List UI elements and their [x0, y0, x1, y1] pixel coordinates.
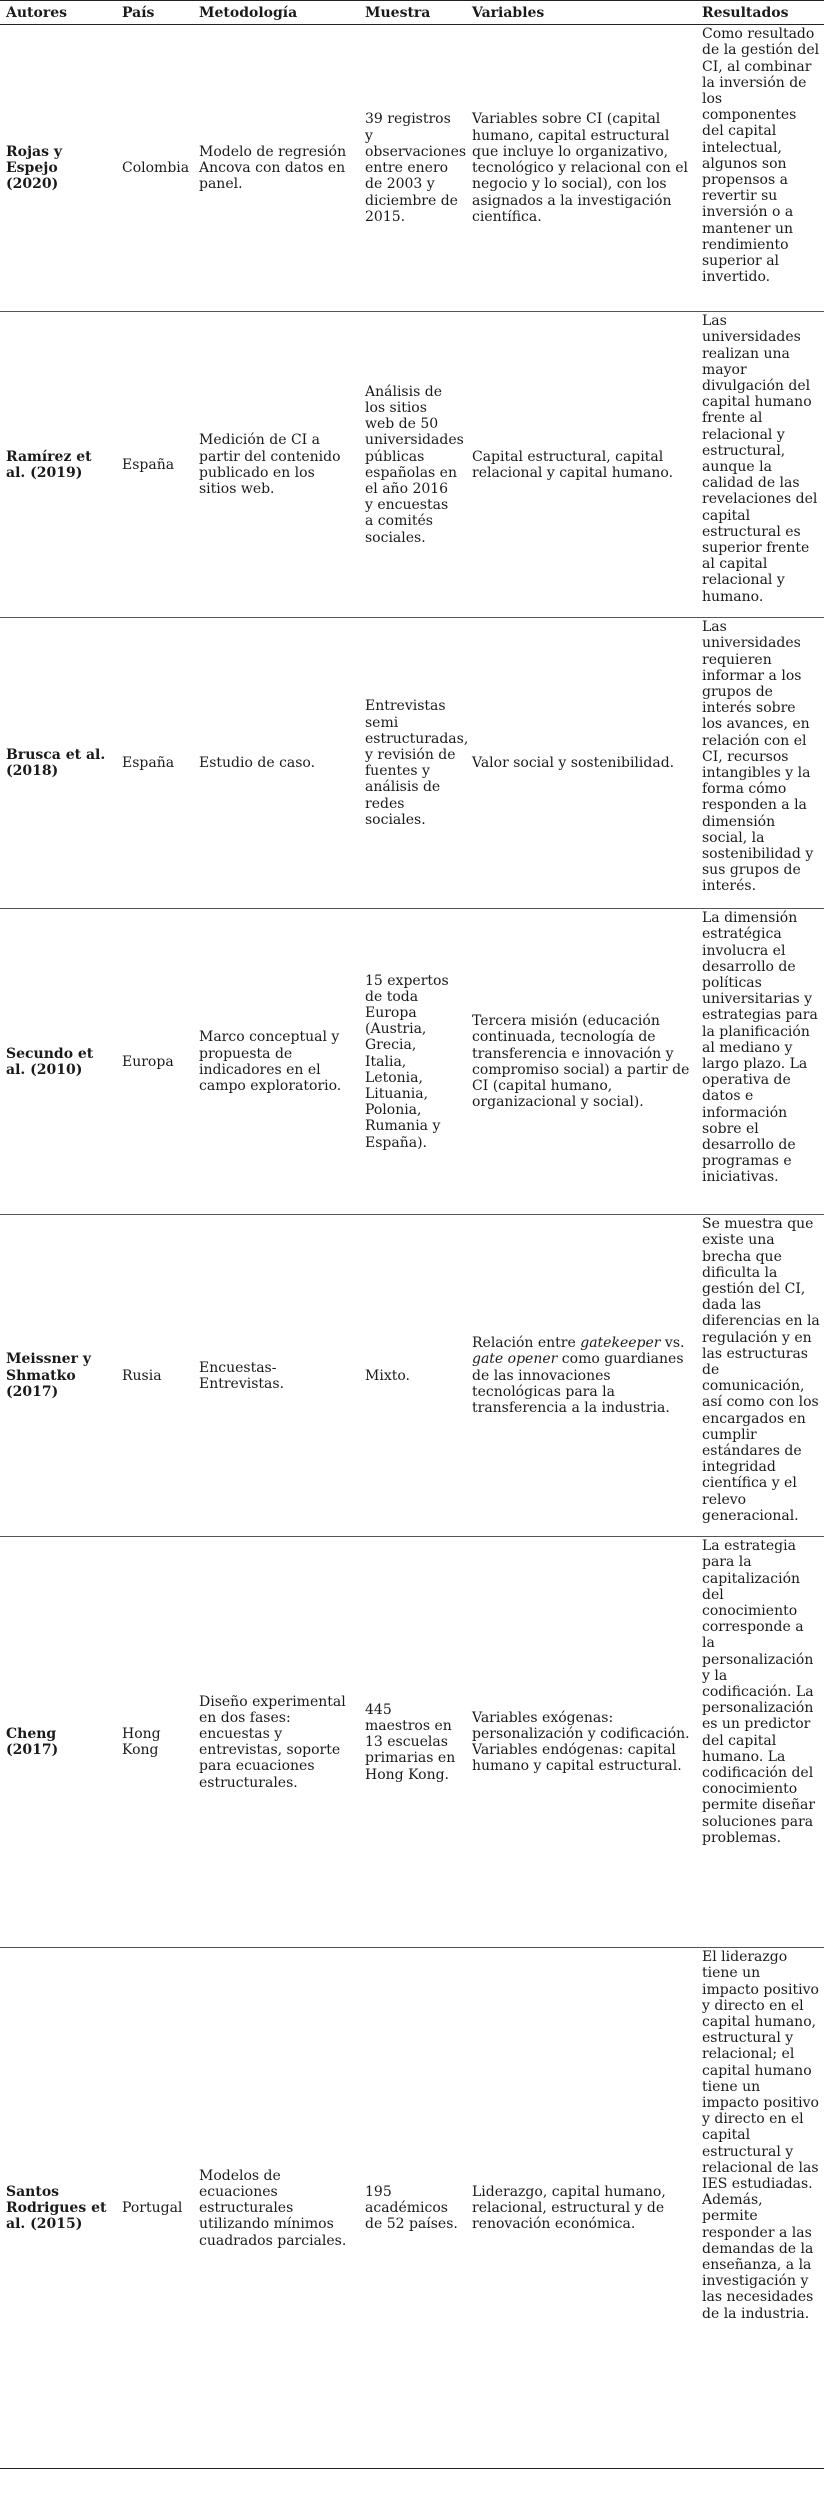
- cell-resultados: Como resultado de la gestión del CI, al combinar la inversión de los componentes del capital intelectual, algunos son propensos a revertir su inversión o a mantener un rendimiento superior al invertido.: [696, 25, 824, 312]
- cell-variables: Variables exógenas: personalización y codificación. Variables endógenas: capital humano y capital estructural.: [466, 1537, 696, 1948]
- cell-resultados: Las universidades realizan una mayor divulgación del capital humano frente al relacional y estructural, aunque la calidad de las revelaciones del capital estructural es superior frente al capital relacional y humano.: [696, 312, 824, 618]
- cell-variables: Valor social y sostenibilidad.: [466, 618, 696, 909]
- cell-pais: Europa: [116, 909, 193, 1215]
- cell-variables: [466, 1215, 696, 1537]
- variables-text: vs.: [660, 1335, 685, 1352]
- variables-text: Relación entre: [472, 1335, 581, 1352]
- table-row: [0, 909, 824, 1215]
- cell-resultados: Las universidades requieren informar a los grupos de interés sobre los avances, en relación con el CI, recursos intangibles y la forma cómo responden a la dimensión social, la sostenibilidad y sus grupos de interés.: [696, 618, 824, 909]
- cell-pais: Portugal: [116, 1948, 193, 2469]
- cell-variables: Tercera misión (educación continuada, tecnología de transferencia e innovación y compromiso social) a partir de CI (capital humano, organizacional y social).: [466, 909, 696, 1215]
- cell-variables: Liderazgo, capital humano, relacional, estructural y de renovación económica.: [466, 1948, 696, 2469]
- cell-metodologia: Modelo de regresión Ancova con datos en panel.: [193, 25, 359, 312]
- table-row: [0, 312, 824, 618]
- header-autores: Autores: [0, 1, 116, 25]
- cell-autores: Ramírez et al. (2019): [0, 312, 116, 618]
- cell-metodologia: Modelos de ecuaciones estructurales utilizando mínimos cuadrados parciales.: [193, 1948, 359, 2469]
- table-row: [0, 25, 824, 312]
- table-header-row: [0, 1, 824, 25]
- cell-muestra: 445 maestros en 13 escuelas primarias en Hong Kong.: [359, 1537, 466, 1948]
- cell-resultados: La estrategia para la capitalización del conocimiento corresponde a la personalización y la codificación. La personalización es un predictor del capital humano. La codificación del conocimiento permite diseñar soluciones para problemas.: [696, 1537, 824, 1948]
- cell-muestra: 39 registros y observaciones entre enero de 2003 y diciembre de 2015.: [359, 25, 466, 312]
- cell-metodologia: Estudio de caso.: [193, 618, 359, 909]
- table-row: [0, 1948, 824, 2469]
- header-resultados: Resultados: [696, 1, 824, 25]
- cell-autores: Cheng (2017): [0, 1537, 116, 1948]
- cell-pais: Rusia: [116, 1215, 193, 1537]
- cell-metodologia: Encuestas-Entrevistas.: [193, 1215, 359, 1537]
- cell-variables: Variables sobre CI (capital humano, capital estructural que incluye lo organizativo, tecnológico y relacional con el negocio y lo social), con los asignados a la investigación científica.: [466, 25, 696, 312]
- header-metodologia: Metodología: [193, 1, 359, 25]
- cell-autores: Secundo et al. (2010): [0, 909, 116, 1215]
- cell-autores: Santos Rodrigues et al. (2015): [0, 1948, 116, 2469]
- cell-muestra: 195 académicos de 52 países.: [359, 1948, 466, 2469]
- cell-muestra: Mixto.: [359, 1215, 466, 1537]
- cell-resultados: La dimensión estratégica involucra el desarrollo de políticas universitarias y estrategias para la planificación al mediano y largo plazo. La operativa de datos e información sobre el desarrollo de programas e iniciativas.: [696, 909, 824, 1215]
- table-row: [0, 618, 824, 909]
- header-muestra: Muestra: [359, 1, 466, 25]
- gate-opener-term: gate opener: [472, 1351, 558, 1368]
- table-row: [0, 1215, 824, 1537]
- cell-variables: Capital estructural, capital relacional y capital humano.: [466, 312, 696, 618]
- cell-resultados: Se muestra que existe una brecha que dificulta la gestión del CI, dada las diferencias en la regulación y en las estructuras de comunicación, así como con los encargados en cumplir estándares de integridad científica y el relevo generacional.: [696, 1215, 824, 1537]
- cell-autores: Brusca et al. (2018): [0, 618, 116, 909]
- cell-pais: Hong Kong: [116, 1537, 193, 1948]
- gatekeeper-term: gatekeeper: [580, 1335, 661, 1352]
- cell-metodologia: Diseño experimental en dos fases: encuestas y entrevistas, soporte para ecuaciones estructurales.: [193, 1537, 359, 1948]
- cell-autores: Meissner y Shmatko (2017): [0, 1215, 116, 1537]
- header-pais: País: [116, 1, 193, 25]
- cell-metodologia: Medición de CI a partir del contenido publicado en los sitios web.: [193, 312, 359, 618]
- variables-text: como guardianes de las innovaciones tecnológicas para la transferencia a la industria.: [472, 1351, 684, 1416]
- cell-pais: España: [116, 312, 193, 618]
- cell-resultados: El liderazgo tiene un impacto positivo y directo en el capital humano, estructural y relacional; el capital humano tiene un impacto positivo y directo en el capital estructural y relacional de las IES estudiadas. Además, permite responder a las demandas de la enseñanza, a la investigación y las necesidades de la industria.: [696, 1948, 824, 2469]
- cell-muestra: Entrevistas semi estructuradas, y revisión de fuentes y análisis de redes sociales.: [359, 618, 466, 909]
- header-variables: Variables: [466, 1, 696, 25]
- table-row: [0, 1537, 824, 1948]
- cell-muestra: 15 expertos de toda Europa (Austria, Grecia, Italia, Letonia, Lituania, Polonia, Rumania y España).: [359, 909, 466, 1215]
- cell-pais: España: [116, 618, 193, 909]
- cell-muestra: Análisis de los sitios web de 50 universidades públicas españolas en el año 2016 y encuestas a comités sociales.: [359, 312, 466, 618]
- cell-autores: Rojas y Espejo (2020): [0, 25, 116, 312]
- cell-metodologia: Marco conceptual y propuesta de indicadores en el campo exploratorio.: [193, 909, 359, 1215]
- cell-pais: Colombia: [116, 25, 193, 312]
